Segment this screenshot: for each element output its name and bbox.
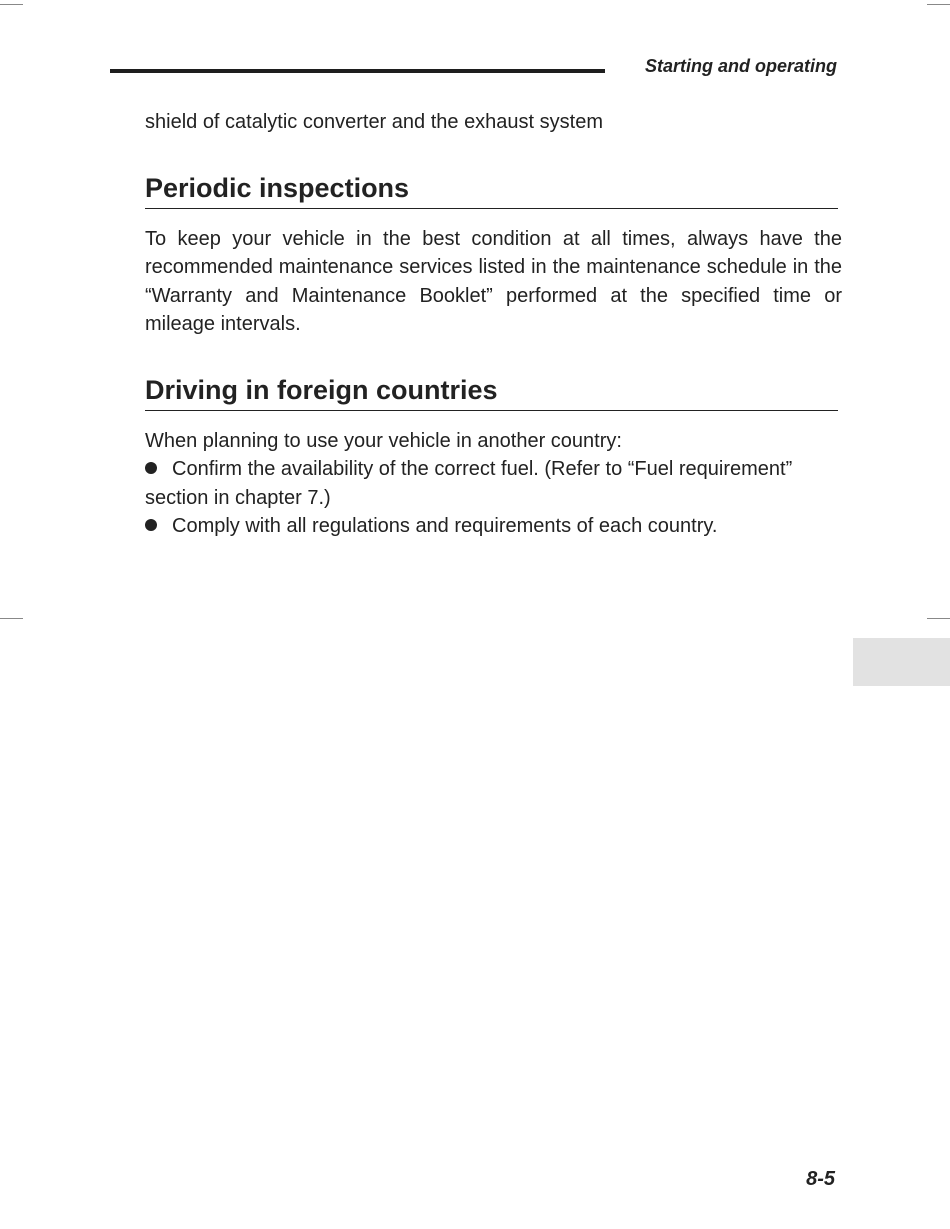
section-heading-periodic-inspections: Periodic inspections xyxy=(145,171,838,209)
crop-mark-middle-left xyxy=(0,618,23,619)
page-number: 8-5 xyxy=(806,1168,835,1190)
bullet-text: Confirm the availability of the correct fuel. (Refer to “Fuel requirement” section in chapter 7.) xyxy=(145,458,793,509)
periodic-inspections-paragraph: To keep your vehicle in the best condition at all times, always have the recommended maintenance services listed in the maintenance schedule in the “Warranty and Maintenance Booklet” performed at the specified time or mileage intervals. xyxy=(145,227,842,335)
header-rule xyxy=(110,69,605,73)
list-item xyxy=(145,455,842,512)
crop-mark-middle-right xyxy=(927,618,950,619)
crop-mark-top-right xyxy=(927,4,950,5)
page-content xyxy=(145,108,842,541)
driving-foreign-intro: When planning to use your vehicle in another country: xyxy=(145,429,622,452)
bullet-icon xyxy=(145,519,157,531)
running-head: Starting and operating xyxy=(644,56,837,76)
bullet-list xyxy=(145,455,842,541)
list-item xyxy=(145,512,842,541)
bullet-text: Comply with all regulations and requirements of each country. xyxy=(172,515,718,537)
crop-mark-top-left xyxy=(0,4,23,5)
section-heading-driving-foreign-countries: Driving in foreign countries xyxy=(145,373,838,411)
bullet-icon xyxy=(145,462,157,474)
continued-paragraph: shield of catalytic converter and the exhaust system xyxy=(145,111,604,133)
chapter-thumb-tab xyxy=(853,638,950,686)
